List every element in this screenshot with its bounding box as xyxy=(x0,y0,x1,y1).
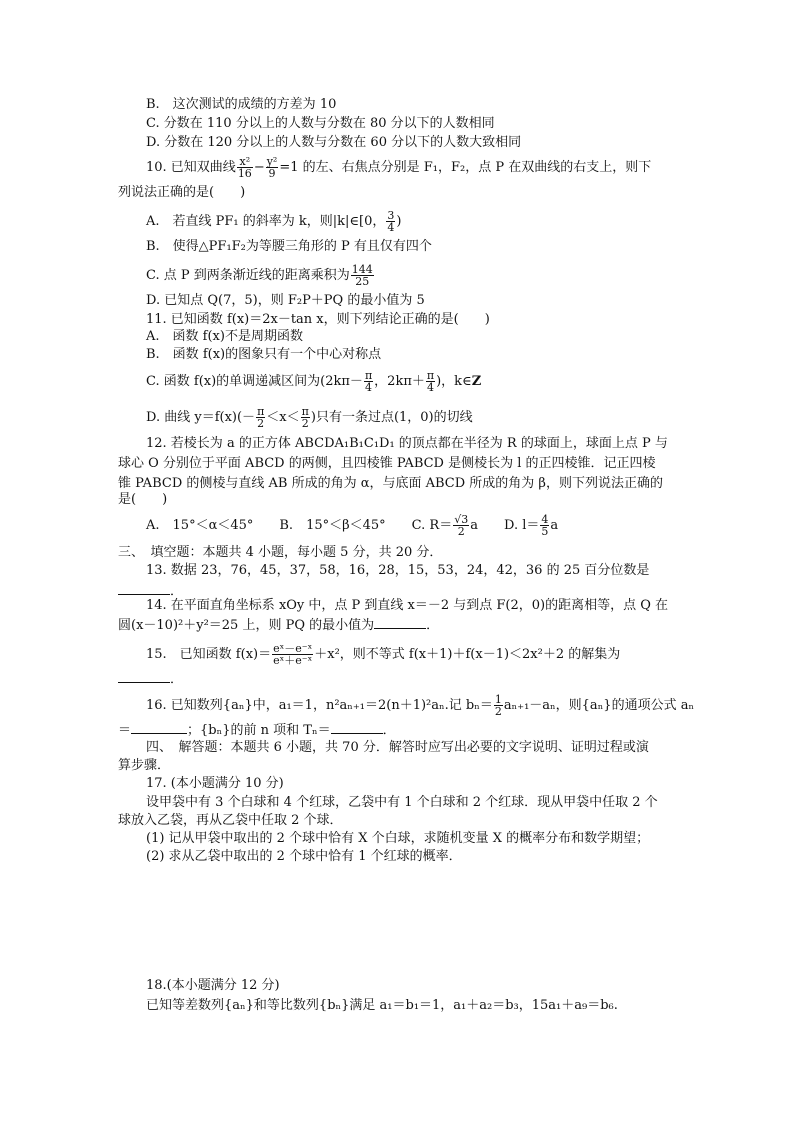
fraction: $\frac{\text{eˣ－e⁻ˣ}}{\text{eˣ＋e⁻ˣ}}$ xyxy=(273,642,313,667)
q13-answer-blank: ． xyxy=(118,582,183,601)
q17-part-1: (1) 记从甲袋中取出的 2 个球中恰有 X 个白球，求随机变量 X 的概率分布和数学期望； xyxy=(146,831,650,846)
fraction: $\frac{\text{x²}}{16}$ xyxy=(237,155,252,180)
fraction: $\frac{\pi}{4}$ xyxy=(426,369,435,394)
q15-stem: 15. 已知函数 f(x)＝ $\frac{\text{eˣ－e⁻ˣ}}{\text{eˣ＋e⁻ˣ}}$ ＋x²，则不等式 f(x＋1)＋f(x－1)＜2x²＋2 的解集为 xyxy=(146,642,621,667)
answer-blank xyxy=(118,670,170,683)
fraction: $\frac{3}{4}$ xyxy=(387,209,395,234)
q12-stem-4: 是( ) xyxy=(118,492,168,507)
fraction: $\frac{\pi}{2}$ xyxy=(257,405,265,430)
answer-blank xyxy=(374,616,426,629)
q9-option-c: C. 分数在 110 分以上的人数与分数在 80 分以下的人数相同 xyxy=(146,116,495,131)
q11-option-d: D. 曲线 y＝f(x)(－ $\frac{\pi}{2}$ ＜x＜ $\frac{\pi}{2}$ )只有一条过点(1，0)的切线 xyxy=(146,405,473,430)
q17-part-2: (2) 求从乙袋中取出的 2 个球中恰有 1 个红球的概率． xyxy=(146,849,462,864)
q16-stem-2: ＝ ；{bₙ}的前 n 项和 Tₙ＝ ． xyxy=(118,723,396,738)
q17-stem-2: 球放入乙袋，再从乙袋中任取 2 个球． xyxy=(118,813,343,828)
fraction: $\frac{√3}{2}$ xyxy=(454,513,469,538)
q10-option-c: C. 点 P 到两条渐近线的距离乘积为 $\frac{144}{25}$ xyxy=(146,263,373,288)
q10-stem-cont: 列说法正确的是( ) xyxy=(118,185,246,200)
q12-stem-3: 锥 PABCD 的侧棱与直线 AB 所成的角为 α，与底面 ABCD 所成的角为 β，则下列说法正确的 xyxy=(118,476,663,491)
q9-option-d: D. 分数在 120 分以上的人数与分数在 60 分以下的人数大致相同 xyxy=(146,135,522,150)
fraction: $\frac{1}{2}$ xyxy=(494,693,502,718)
q10-option-b: B. 使得△PF₁F₂为等腰三角形的 P 有且仅有四个 xyxy=(146,239,432,254)
q17-stem: 设甲袋中有 3 个白球和 4 个红球，乙袋中有 1 个白球和 2 个红球．现从甲袋中任取 2 个 xyxy=(146,795,658,810)
q12-stem-2: 球心 O 分别位于平面 ABCD 的两侧，且四棱锥 PABCD 是侧棱长为 l 的正四棱锥．记正四棱 xyxy=(118,456,656,471)
q10-option-d: D. 已知点 Q(7，5)，则 F₂P＋PQ 的最小值为 5 xyxy=(146,293,425,308)
q18-stem: 已知等差数列{aₙ}和等比数列{bₙ}满足 a₁＝b₁＝1，a₁＋a₂＝b₃，15a₁＋a₉＝b₆. xyxy=(146,998,618,1013)
q15-answer-blank: ． xyxy=(118,670,183,689)
fraction: $\frac{144}{25}$ xyxy=(351,263,373,288)
section-3-heading: 三、 填空题：本题共 4 小题，每小题 5 分，共 20 分． xyxy=(118,545,443,560)
q10-stem: 10. 已知双曲线 $\frac{\text{x²}}{16}$ − $\frac{\text{y²}}{9}$ =1 的左、右焦点分别是 F₁，F₂，点 P 在双曲线的右支上，则下 xyxy=(146,155,652,180)
q12-stem: 12. 若棱长为 a 的正方体 ABCDA₁B₁C₁D₁ 的顶点都在半径为 R 的球面上，球面上点 P 与 xyxy=(146,436,668,451)
answer-blank xyxy=(131,721,187,734)
q13-stem: 13. 数据 23，76，45，37，58，16，28，15，53，24，42，36 的 25 百分位数是 xyxy=(146,563,650,578)
q18-title: 18.(本小题满分 12 分) xyxy=(146,978,280,993)
answer-blank xyxy=(118,582,170,595)
fraction: $\frac{4}{5}$ xyxy=(541,513,549,538)
fraction: $\frac{\pi}{4}$ xyxy=(364,369,373,394)
q10-option-a: A. 若直线 PF₁ 的斜率为 k，则|k|∈[0， $\frac{3}{4}$ ) xyxy=(146,209,402,234)
answer-blank xyxy=(331,721,383,734)
fraction: $\frac{\text{y²}}{9}$ xyxy=(266,155,278,180)
q12-options: A. 15°＜α＜45° B. 15°＜β＜45° C. R＝ $\frac{√3}{2}$ a D. l＝ $\frac{4}{5}$ a xyxy=(146,513,559,538)
q11-option-a: A. 函数 f(x)不是周期函数 xyxy=(146,329,303,344)
q9-option-b: B. 这次测试的成绩的方差为 10 xyxy=(146,97,337,112)
section-4-heading: 四、 解答题：本题共 6 小题，共 70 分．解答时应写出必要的文字说明、证明过程或演 xyxy=(146,740,649,755)
q14-stem: 14. 在平面直角坐标系 xOy 中，点 P 到直线 x＝－2 与到点 F(2，0)的距离相等，点 Q 在 xyxy=(146,598,669,613)
q16-stem: 16. 已知数列{aₙ}中，a₁＝1，n²aₙ₊₁＝2(n＋1)²aₙ.记 bₙ＝ $\frac{1}{2}$ aₙ₊₁－aₙ，则{aₙ}的通项公式 aₙ xyxy=(146,693,695,718)
q14-stem-2: 圆(x－10)²＋y²＝25 上，则 PQ 的最小值为 ． xyxy=(118,618,440,633)
q11-option-b: B. 函数 f(x)的图象只有一个中心对称点 xyxy=(146,347,382,362)
q11-option-c: C. 函数 f(x)的单调递减区间为(2kπ－ $\frac{\pi}{4}$ ，2kπ＋ $\frac{\pi}{4}$ )，k∈Z xyxy=(146,369,482,394)
q11-stem: 11. 已知函数 f(x)＝2x－tan x，则下列结论正确的是( ) xyxy=(146,312,490,327)
fraction: $\frac{\pi}{2}$ xyxy=(301,405,309,430)
q17-title: 17. (本小题满分 10 分) xyxy=(146,776,284,791)
section-4-heading-cont: 算步骤． xyxy=(118,758,171,773)
